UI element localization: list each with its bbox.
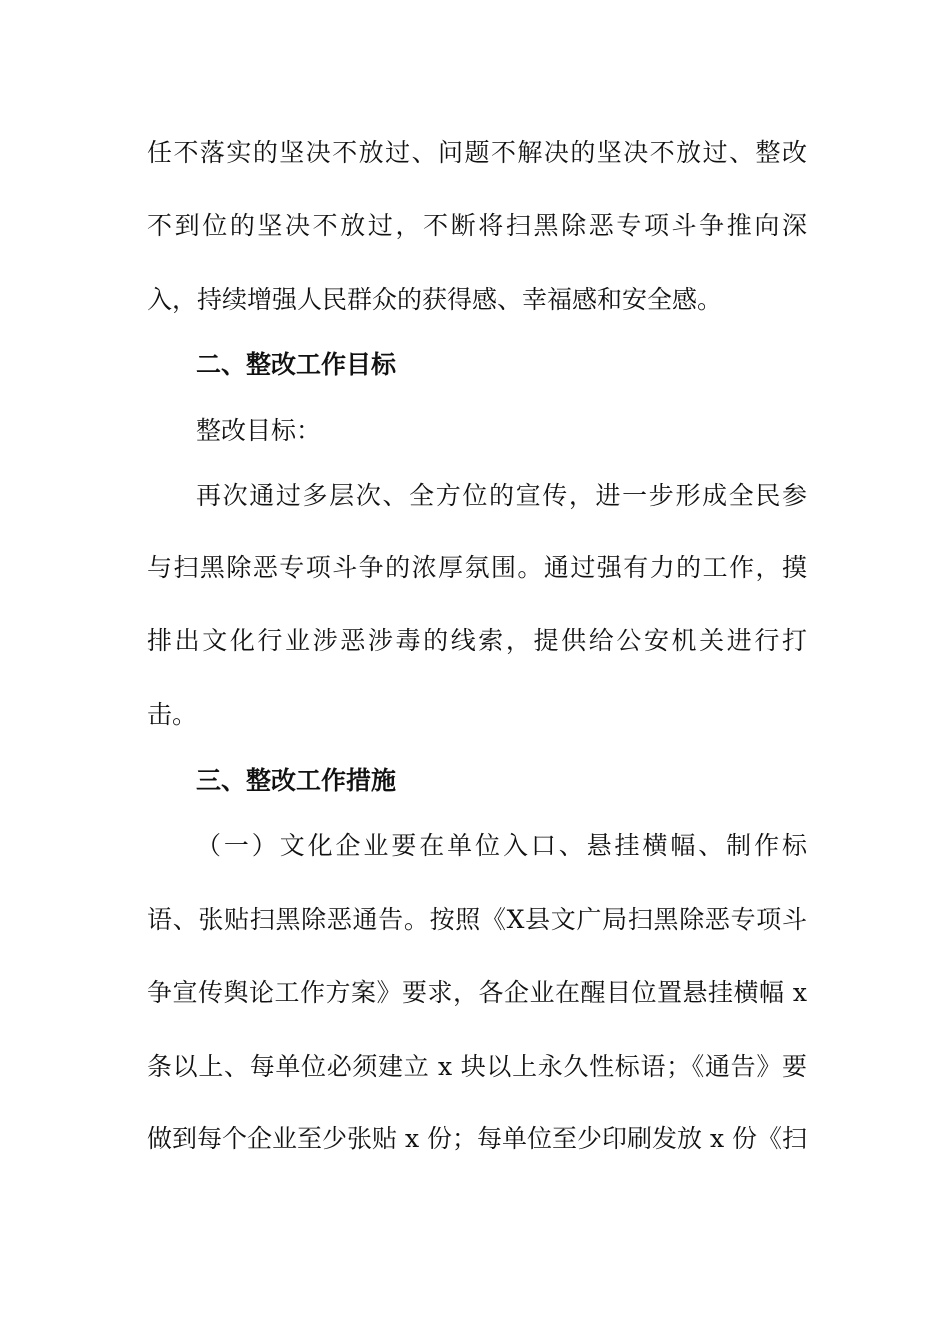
paragraph-line: 争宣传舆论工作方案》要求，各企业在醒目位置悬挂横幅 x <box>147 978 807 1007</box>
paragraph-line: 再次通过多层次、全方位的宣传，进一步形成全民参 <box>196 481 807 510</box>
goal-label: 整改目标： <box>196 416 322 445</box>
paragraph-line: 排出文化行业涉恶涉毒的线索，提供给公安机关进行打 <box>147 626 807 655</box>
paragraph-line: 做到每个企业至少张贴 x 份；每单位至少印刷发放 x 份《扫 <box>147 1124 807 1153</box>
paragraph-line: 任不落实的坚决不放过、问题不解决的坚决不放过、整改 <box>147 138 807 167</box>
section-heading: 二、整改工作目标 <box>196 350 397 379</box>
paragraph-line: 条以上、每单位必须建立 x 块以上永久性标语；《通告》要 <box>147 1052 807 1081</box>
paragraph-line: 语、张贴扫黑除恶通告。按照《X县文广局扫黑除恶专项斗 <box>147 905 807 934</box>
section-heading: 三、整改工作措施 <box>196 766 397 795</box>
paragraph-line: 击。 <box>147 700 198 729</box>
paragraph-line: 入，持续增强人民群众的获得感、幸福感和安全感。 <box>147 285 723 314</box>
paragraph-line: 不到位的坚决不放过，不断将扫黑除恶专项斗争推向深 <box>147 211 807 240</box>
paragraph-line: （一）文化企业要在单位入口、悬挂横幅、制作标 <box>196 831 807 860</box>
paragraph-line: 与扫黑除恶专项斗争的浓厚氛围。通过强有力的工作，摸 <box>147 553 807 582</box>
